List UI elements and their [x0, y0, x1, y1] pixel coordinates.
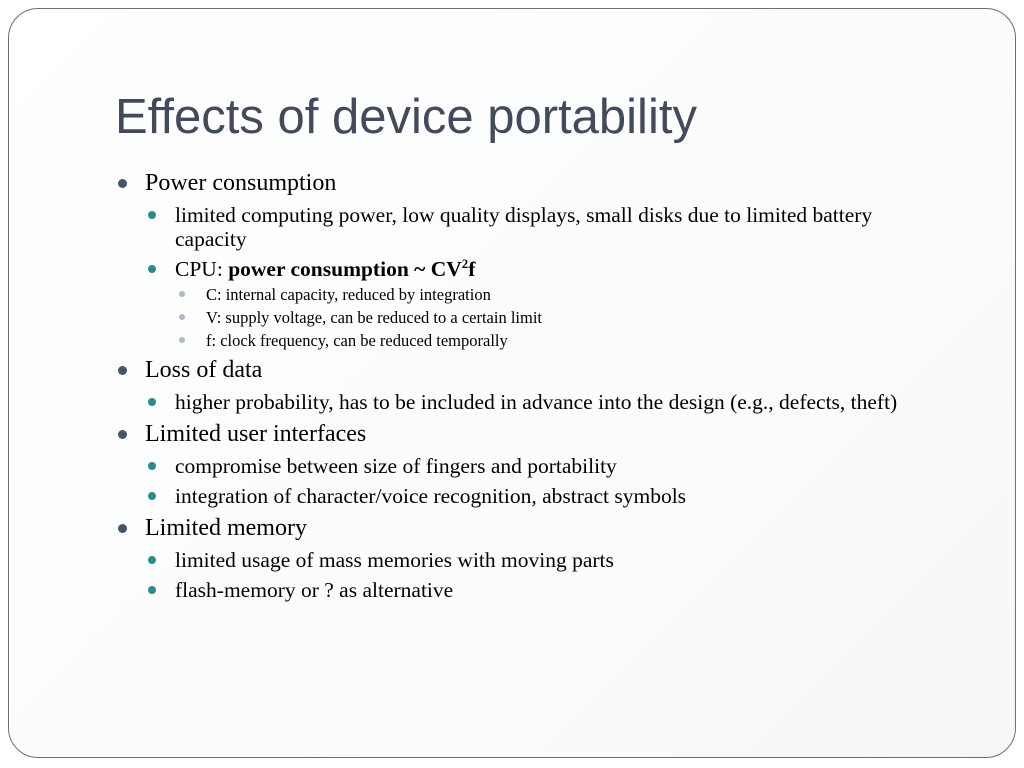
detail-bullet-capacity	[175, 285, 945, 304]
bullet-text: limited computing power, low quality displays, small disks due to limited battery capacity	[175, 203, 873, 251]
cpu-prefix: CPU:	[175, 257, 229, 281]
bullet-text: higher probability, has to be included in advance into the design (e.g., defects, theft)	[175, 390, 898, 414]
bullet-text: integration of character/voice recognition, abstract symbols	[175, 484, 687, 508]
bullet-text: f: clock frequency, can be reduced temporally	[206, 331, 508, 350]
formula-main: power consumption ~ CV	[228, 257, 462, 281]
sub-bullet-mass-memories	[145, 548, 945, 572]
slide	[8, 8, 1016, 758]
bullet-text: limited usage of mass memories with moving parts	[175, 548, 614, 572]
bullet-text: C: internal capacity, reduced by integration	[206, 285, 491, 304]
bullet-list	[115, 167, 945, 602]
bullet-dot-icon	[118, 430, 127, 439]
bullet-dot-icon	[179, 291, 185, 297]
bullet-text: compromise between size of fingers and portability	[175, 454, 617, 478]
bullet-dot-icon	[148, 398, 156, 406]
formula-superscript: 2	[461, 256, 469, 271]
detail-bullet-frequency	[175, 331, 945, 350]
bullet-limited-user-interfaces	[115, 420, 945, 448]
sub-bullet-cpu	[145, 257, 945, 281]
bullet-dot-icon	[118, 524, 127, 533]
bullet-dot-icon	[148, 462, 156, 470]
bullet-dot-icon	[148, 586, 156, 594]
cpu-formula	[228, 257, 475, 281]
bullet-text: Limited memory	[145, 515, 307, 541]
bullet-text: V: supply voltage, can be reduced to a certain limit	[206, 308, 542, 327]
sub-bullet-compromise	[145, 454, 945, 478]
detail-bullet-voltage	[175, 308, 945, 327]
bullet-dot-icon	[179, 314, 185, 320]
bullet-dot-icon	[118, 179, 127, 188]
formula-end: f	[468, 257, 476, 281]
sub-bullet-limited-computing	[145, 203, 945, 251]
bullet-dot-icon	[118, 366, 127, 375]
bullet-text: Loss of data	[145, 357, 263, 383]
bullet-text: flash-memory or ? as alternative	[175, 578, 454, 602]
sub-bullet-integration	[145, 484, 945, 508]
bullet-dot-icon	[179, 337, 185, 343]
sub-bullet-flash-memory	[145, 578, 945, 602]
bullet-dot-icon	[148, 492, 156, 500]
sub-bullet-higher-probability	[145, 390, 945, 414]
bullet-limited-memory	[115, 514, 945, 542]
bullet-power-consumption	[115, 169, 945, 197]
slide-title: Effects of device portability	[115, 90, 697, 144]
bullet-dot-icon	[148, 556, 156, 564]
bullet-text: Limited user interfaces	[145, 421, 367, 447]
bullet-loss-of-data	[115, 356, 945, 384]
bullet-dot-icon	[148, 265, 156, 273]
bullet-text: Power consumption	[145, 170, 337, 196]
bullet-dot-icon	[148, 211, 156, 219]
